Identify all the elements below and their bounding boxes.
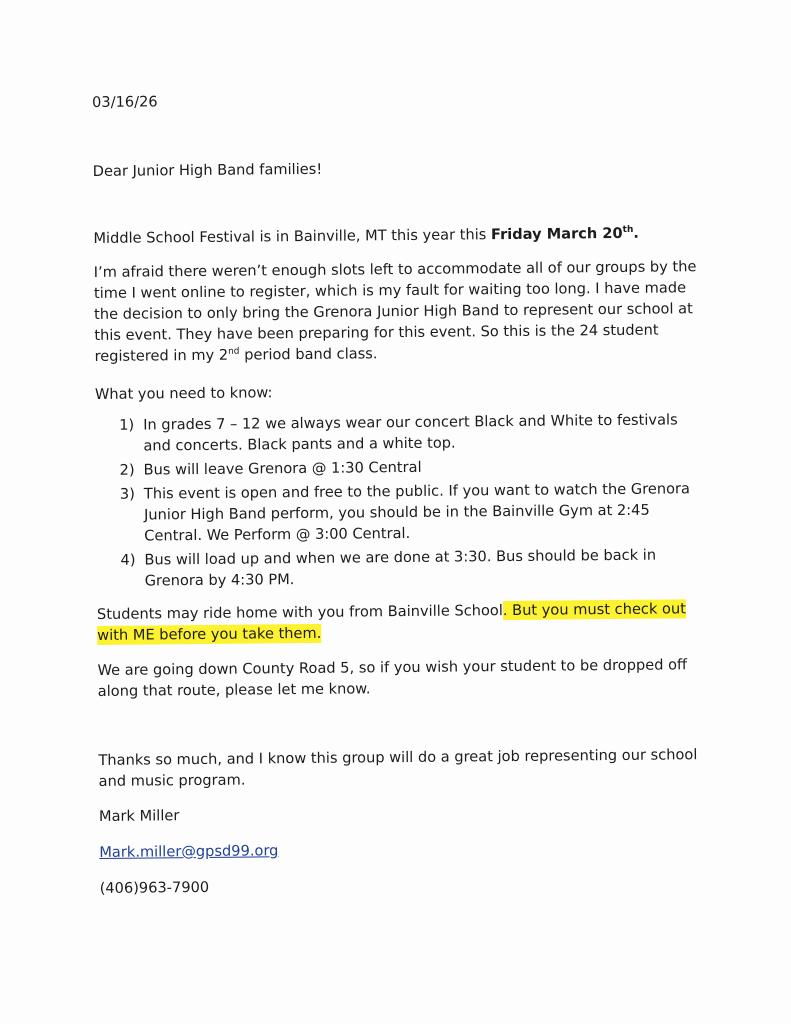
checkout-text: Students may ride home with you from Bainville School (96, 602, 503, 623)
thanks-paragraph: Thanks so much, and I know this group will do a great job representing our school and music program. (98, 746, 698, 790)
need-to-know-heading: What you need to know: (94, 384, 273, 403)
greeting: Dear Junior High Band families! (92, 160, 323, 180)
list-item-text: Bus will leave Grenora @ 1:30 Central (143, 458, 422, 479)
list-item (96, 478, 707, 547)
festival-date-suffix: th (622, 224, 634, 236)
phone-number: (406)963-7900 (99, 878, 210, 897)
festival-text: Middle School Festival is in Bainville, MT this year this (93, 226, 492, 247)
list-item (96, 544, 706, 592)
festival-date-bold (491, 225, 639, 243)
email-line (99, 836, 709, 863)
letter-date: 03/16/26 (92, 93, 158, 111)
list-item-number: 3) (119, 485, 135, 503)
checkout-paragraph (97, 598, 707, 646)
intro-text-end: period band class. (239, 345, 378, 364)
list-item-text: Bus will load up and when we are done at 3:30. Bus should be back in Grenora by 4:30 PM. (144, 546, 657, 590)
intro-ordinal-suffix: nd (228, 346, 240, 357)
letter-body (92, 86, 710, 899)
list-item-number: 4) (120, 551, 136, 569)
list-item-number: 1) (119, 416, 135, 434)
info-list (95, 409, 707, 592)
list-item (95, 409, 705, 457)
route-paragraph: We are going down County Road 5, so if you wish your student to be dropped off along that route, please let me know. (97, 656, 688, 700)
list-item-text: This event is open and free to the public. If you want to watch the Grenora Junior High Band perform, you should be in the Bainville Gym at 2:45 Central. We Perform @ 3:00 Central. (143, 480, 691, 545)
festival-paragraph (93, 222, 703, 249)
list-item (96, 454, 706, 481)
intro-paragraph (94, 256, 705, 367)
list-item-number: 2) (119, 461, 135, 479)
festival-date: Friday March 20 (490, 224, 623, 244)
festival-period: . (633, 224, 640, 242)
checkout-highlight: . But you must check out with ME before you take them. (97, 600, 686, 644)
list-item-text: In grades 7 – 12 we always wear our concert Black and White to festivals and concerts. Black pants and a white top. (143, 411, 678, 455)
intro-text: I’m afraid there weren’t enough slots left to accommodate all of our groups by the time I went online to register, which is my fault for waiting too long. I have made the decision to only bring the Grenora Junior High Band to represent our school at this event. They have been preparing for this event. So this is the 24 student registered in my 2 (93, 258, 697, 365)
email-link[interactable]: Mark.miller@gpsd99.org (99, 842, 279, 861)
signature-name: Mark Miller (98, 807, 180, 825)
